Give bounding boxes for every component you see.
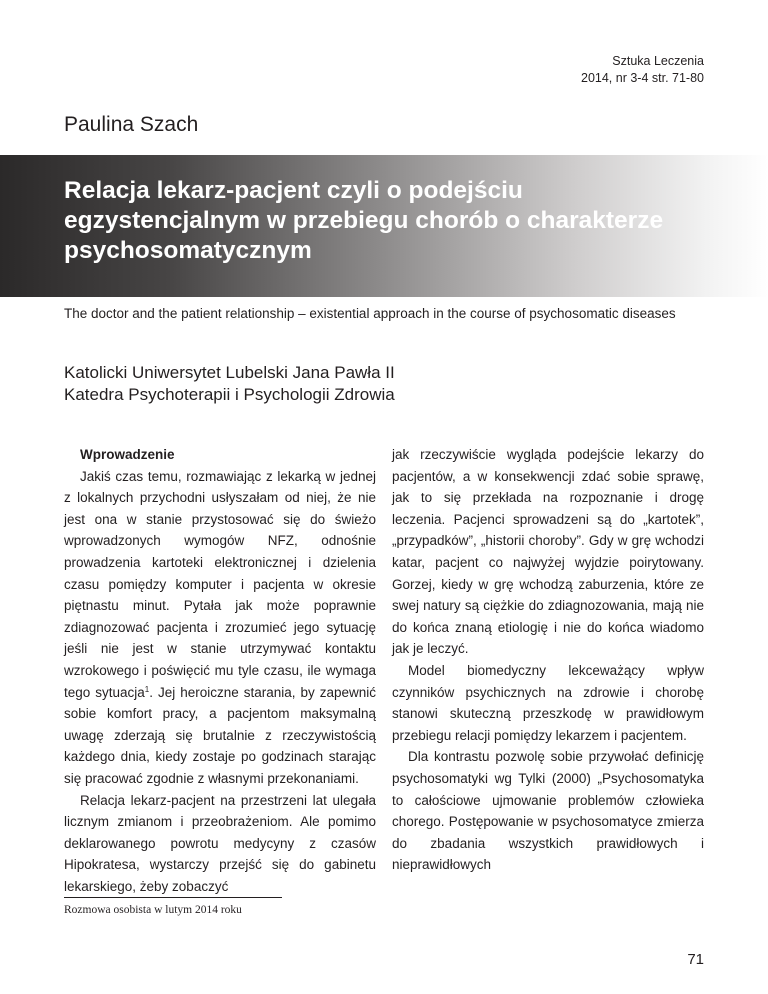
section-heading: Wprowadzenie [80, 447, 175, 462]
paragraph-relation-cont: jak rzeczywiście wygląda podejście lekarzy do pacjentów, a w konsekwencji zdać sobie sprawę, jak to się przekłada na rozpoznanie i drogę leczenia. Pacjenci sprowadzeni są do „kartotek”, „przypadków”, „historii choroby”. Gdy w grę wchodzi katar, pacjent co najwyżej wyjdzie poirytowany. Gorzej, kiedy w grę wchodzą zaburzenia, które ze swej natury są ciężkie do zdiagnozowania, mają nie do końca znaną etiologię i nie do końca wiadomo jak je leczyć. [392, 447, 704, 657]
right-column [392, 444, 704, 876]
journal-header [581, 53, 704, 87]
footnote-rule [64, 897, 282, 898]
affiliation [64, 362, 704, 406]
footnote: Rozmowa osobista w lutym 2014 roku [64, 904, 242, 916]
journal-name: Sztuka Leczenia [612, 54, 704, 68]
affiliation-university: Katolicki Uniwersytet Lubelski Jana Pawła II [64, 363, 395, 382]
author-name: Paulina Szach [64, 113, 199, 136]
article-title: Relacja lekarz-pacjent czyli o podejściu egzystencjalnym w przebiegu chorób o charakterze psychosomatycznym [64, 177, 664, 264]
paragraph-intro-text: Jakiś czas temu, rozmawiając z lekarką w jednej z lokalnych przychodni usłyszałam od niej, że nie jest ona w stanie przystosować się do świeżo wprowadzonych wymogów NFZ, odnośnie prowadzenia kartoteki elektronicznej i dzielenia czasu pomiędzy komputer i pacjenta w okresie piętnastu minut. Pytała jak może poprawnie zdiagnozować pacjenta i zrozumieć jego sytuację jeśli nie jest w stanie utrzymywać kontaktu wzrokowego i poświęcić mu tyle czasu, ile wymaga tego sytuacja [64, 468, 376, 700]
page-number: 71 [687, 951, 704, 968]
paragraph-relation: Relacja lekarz-pacjent na przestrzeni lat ulegała licznym zmianom i przeobrażeniom. Ale pomimo deklarowanego powrotu medycyny z czasów Hipokratesa, wystarczy przejść się do gabinetu lekarskiego, żeby zobaczyć [64, 792, 376, 894]
paragraph-intro-cont: . Jej heroiczne starania, by zapewnić sobie komfort pracy, a pacjentom maksymalną uwagę zderzają się brutalnie z rzeczywistością każdego dnia, kiedy zostaje po godzinach starając się pracować zgodnie z własnymi przekonaniami. [64, 684, 376, 786]
paragraph-psychosomatics-definition: Dla kontrastu pozwolę sobie przywołać definicję psychosomatyki wg Tylki (2000) „Psychosomatyka to całościowe ujmowanie problemów człowieka chorego. Postępowanie w psychosomatyce zmierza do zbadania wszystkich prawidłowych i nieprawidłowych [392, 749, 704, 873]
affiliation-department: Katedra Psychoterapii i Psychologii Zdrowia [64, 385, 395, 404]
english-subtitle: The doctor and the patient relationship – existential approach in the course of psychosomatic diseases [64, 306, 676, 321]
paragraph-intro [64, 466, 376, 790]
left-column [64, 444, 376, 897]
journal-issue: 2014, nr 3-4 str. 71-80 [581, 71, 704, 85]
paragraph-biomedical-model: Model biomedyczny lekceważący wpływ czynników psychicznych na zdrowie i chorobę stanowi skuteczną przeszkodę w prawidłowym przebiegu relacji pomiędzy lekarzem i pacjentem. [392, 662, 704, 743]
footnote-marker: 1 [144, 684, 150, 694]
